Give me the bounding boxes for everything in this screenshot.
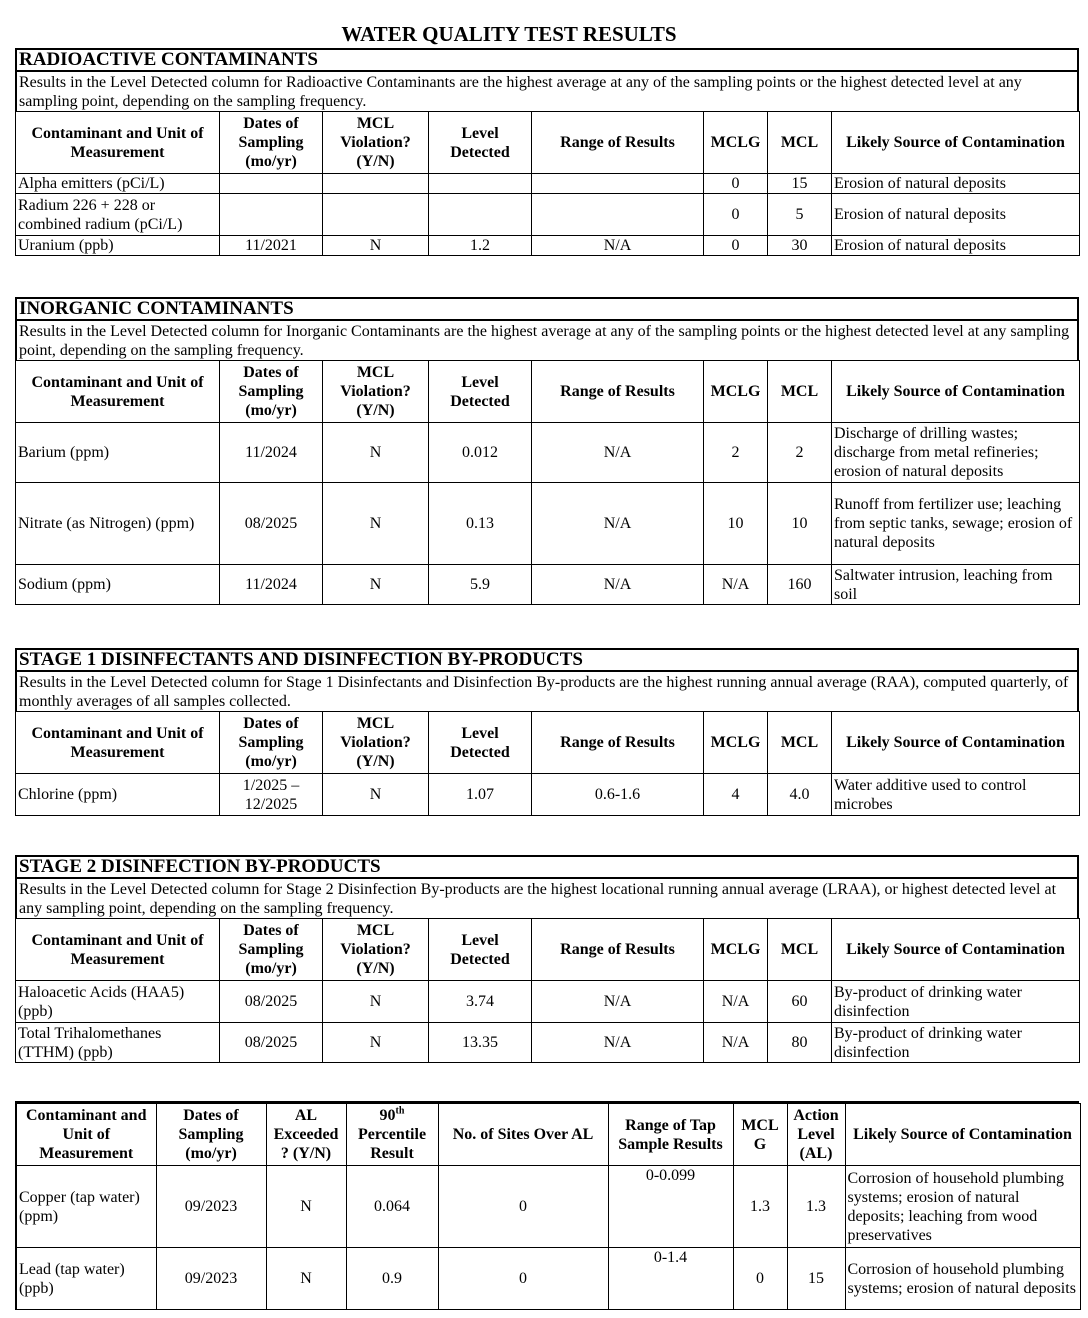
header-violation: MCL Violation? (Y/N) <box>323 361 429 423</box>
dates-cell <box>220 174 323 194</box>
al-cell: 15 <box>787 1248 845 1310</box>
header-mclg: MCLG <box>704 361 768 423</box>
header-dates: Dates of Sampling (mo/yr) <box>220 361 323 423</box>
header-contaminant: Contaminant and Unit of Measurement <box>16 361 220 423</box>
mcl-cell: 60 <box>768 981 832 1023</box>
header-mcl: MCL <box>768 919 832 981</box>
range-cell: N/A <box>532 981 704 1023</box>
lc-header-source: Likely Source of Contamination <box>845 1104 1080 1166</box>
table-row <box>16 1248 1080 1310</box>
range-cell: 0.6-1.6 <box>532 774 704 816</box>
mcl-cell: 10 <box>768 483 832 565</box>
contaminant-cell: Uranium (ppb) <box>16 236 220 256</box>
header-mclg: MCLG <box>704 712 768 774</box>
stage2-table <box>15 918 1080 1063</box>
inorganic-table <box>15 360 1080 605</box>
section-description: Results in the Level Detected column for Radioactive Contaminants are the highest average at any of the sampling points or the highest detected level at any sampling point, depending on the sampling frequency. <box>15 70 1079 111</box>
source-cell: Runoff from fertilizer use; leaching from septic tanks, sewage; erosion of natural deposits <box>832 483 1080 565</box>
dates-cell: 09/2023 <box>156 1166 266 1248</box>
dates-cell <box>220 194 323 236</box>
page-title: WATER QUALITY TEST RESULTS <box>341 22 677 46</box>
header-level: Level Detected <box>429 361 532 423</box>
stage1-section <box>15 648 1079 816</box>
contaminant-cell: Total Trihalomethanes (TTHM) (ppb) <box>16 1023 220 1063</box>
header-contaminant: Contaminant and Unit of Measurement <box>16 712 220 774</box>
mclg-cell: 2 <box>704 423 768 483</box>
mcl-cell: 2 <box>768 423 832 483</box>
range-cell: 0-1.4 <box>608 1248 733 1310</box>
lc-header-range: Range of Tap Sample Results <box>608 1104 733 1166</box>
percentile-label: Percentile Result <box>357 1126 427 1162</box>
source-cell: Discharge of drilling wastes; discharge from metal refineries; erosion of natural deposits <box>832 423 1080 483</box>
header-range: Range of Results <box>532 919 704 981</box>
lead-copper-section <box>15 1101 1079 1310</box>
range-cell: N/A <box>532 1023 704 1063</box>
level-cell: 1.2 <box>429 236 532 256</box>
header-source: Likely Source of Contamination <box>832 712 1080 774</box>
section-heading: INORGANIC CONTAMINANTS <box>15 297 1079 319</box>
lc-header-mclg: MCL G <box>733 1104 787 1166</box>
dates-cell: 08/2025 <box>220 483 323 565</box>
range-cell: N/A <box>532 423 704 483</box>
violation-cell: N <box>323 1023 429 1063</box>
radioactive-table <box>15 111 1080 256</box>
mclg-cell: N/A <box>704 1023 768 1063</box>
contaminant-cell: Alpha emitters (pCi/L) <box>16 174 220 194</box>
mcl-cell: 30 <box>768 236 832 256</box>
header-range: Range of Results <box>532 361 704 423</box>
table-row <box>16 774 1080 816</box>
mclg-cell: 4 <box>704 774 768 816</box>
range-cell: N/A <box>532 236 704 256</box>
level-cell: 13.35 <box>429 1023 532 1063</box>
header-contaminant: Contaminant and Unit of Measurement <box>16 112 220 174</box>
header-mcl: MCL <box>768 112 832 174</box>
lc-header-al-exceeded: AL Exceeded ? (Y/N) <box>266 1104 346 1166</box>
dates-cell: 11/2024 <box>220 565 323 605</box>
contaminant-cell: Sodium (ppm) <box>16 565 220 605</box>
range-cell: N/A <box>532 565 704 605</box>
radioactive-section <box>15 48 1079 256</box>
mclg-cell: 0 <box>704 236 768 256</box>
source-cell: Corrosion of household plumbing systems; erosion of natural deposits; leaching from wood preservatives <box>845 1166 1080 1248</box>
contaminant-cell: Barium (ppm) <box>16 423 220 483</box>
sites-cell: 0 <box>438 1166 608 1248</box>
dates-cell: 08/2025 <box>220 981 323 1023</box>
source-cell: Erosion of natural deposits <box>832 236 1080 256</box>
contaminant-cell: Copper (tap water) (ppm) <box>16 1166 156 1248</box>
contaminant-cell: Radium 226 + 228 or combined radium (pCi/L) <box>16 194 220 236</box>
mcl-cell: 15 <box>768 174 832 194</box>
lc-header-contaminant: Contaminant and Unit of Measurement <box>16 1104 156 1166</box>
header-range: Range of Results <box>532 712 704 774</box>
header-mclg: MCLG <box>704 919 768 981</box>
level-cell: 0.012 <box>429 423 532 483</box>
table-row <box>16 236 1080 256</box>
table-row <box>16 194 1080 236</box>
contaminant-cell: Lead (tap water) (ppb) <box>16 1248 156 1310</box>
contaminant-cell: Haloacetic Acids (HAA5) (ppb) <box>16 981 220 1023</box>
contaminant-cell: Chlorine (ppm) <box>16 774 220 816</box>
violation-cell: N <box>323 565 429 605</box>
stage1-table <box>15 711 1080 816</box>
source-cell: Erosion of natural deposits <box>832 194 1080 236</box>
lc-header-percentile <box>346 1104 438 1166</box>
section-heading: STAGE 2 DISINFECTION BY-PRODUCTS <box>15 855 1079 877</box>
header-mcl: MCL <box>768 361 832 423</box>
level-cell: 0.13 <box>429 483 532 565</box>
dates-cell: 09/2023 <box>156 1248 266 1310</box>
violation-cell: N <box>323 483 429 565</box>
table-row <box>16 423 1080 483</box>
dates-cell: 11/2021 <box>220 236 323 256</box>
header-source: Likely Source of Contamination <box>832 112 1080 174</box>
table-row <box>16 1023 1080 1063</box>
section-heading: STAGE 1 DISINFECTANTS AND DISINFECTION BY-PRODUCTS <box>15 648 1079 670</box>
section-heading: RADIOACTIVE CONTAMINANTS <box>15 48 1079 70</box>
header-dates: Dates of Sampling (mo/yr) <box>220 712 323 774</box>
table-row <box>16 565 1080 605</box>
percentile-suffix: th <box>395 1105 405 1117</box>
mclg-cell: 0 <box>704 194 768 236</box>
mclg-cell: 0 <box>704 174 768 194</box>
source-cell: By-product of drinking water disinfection <box>832 981 1080 1023</box>
header-level: Level Detected <box>429 112 532 174</box>
header-mcl: MCL <box>768 712 832 774</box>
header-violation: MCL Violation? (Y/N) <box>323 919 429 981</box>
level-cell: 3.74 <box>429 981 532 1023</box>
percentile-cell: 0.064 <box>346 1166 438 1248</box>
header-dates: Dates of Sampling (mo/yr) <box>220 919 323 981</box>
violation-cell: N <box>323 981 429 1023</box>
dates-cell: 11/2024 <box>220 423 323 483</box>
header-dates: Dates of Sampling (mo/yr) <box>220 112 323 174</box>
source-cell: Water additive used to control microbes <box>832 774 1080 816</box>
violation-cell <box>323 174 429 194</box>
section-description: Results in the Level Detected column for Stage 1 Disinfectants and Disinfection By-products are the highest running annual average (RAA), computed quarterly, of monthly averages of all samples collected. <box>15 670 1079 711</box>
exceeded-cell: N <box>266 1248 346 1310</box>
range-cell <box>532 194 704 236</box>
violation-cell: N <box>323 423 429 483</box>
section-description: Results in the Level Detected column for Inorganic Contaminants are the highest average at any of the sampling points or the highest detected level at any sampling point, depending on the sampling frequency. <box>15 319 1079 360</box>
header-violation: MCL Violation? (Y/N) <box>323 112 429 174</box>
dates-cell: 08/2025 <box>220 1023 323 1063</box>
header-level: Level Detected <box>429 712 532 774</box>
level-cell: 5.9 <box>429 565 532 605</box>
source-cell: Saltwater intrusion, leaching from soil <box>832 565 1080 605</box>
range-cell <box>532 174 704 194</box>
inorganic-section <box>15 297 1079 605</box>
source-cell: Corrosion of household plumbing systems; erosion of natural deposits <box>845 1248 1080 1310</box>
header-mclg: MCLG <box>704 112 768 174</box>
sites-cell: 0 <box>438 1248 608 1310</box>
mcl-cell: 80 <box>768 1023 832 1063</box>
mcl-cell: 4.0 <box>768 774 832 816</box>
violation-cell: N <box>323 774 429 816</box>
level-cell <box>429 194 532 236</box>
table-row <box>16 174 1080 194</box>
mclg-cell: N/A <box>704 981 768 1023</box>
table-row <box>16 483 1080 565</box>
header-source: Likely Source of Contamination <box>832 919 1080 981</box>
level-cell <box>429 174 532 194</box>
table-row <box>16 1166 1080 1248</box>
lc-header-sites: No. of Sites Over AL <box>438 1104 608 1166</box>
header-level: Level Detected <box>429 919 532 981</box>
lead-copper-table <box>15 1103 1081 1310</box>
range-cell: 0-0.099 <box>608 1166 733 1248</box>
section-description: Results in the Level Detected column for Stage 2 Disinfection By-products are the highest locational running annual average (LRAA), or highest detected level at any sampling point, depending on the sampling frequency. <box>15 877 1079 918</box>
source-cell: Erosion of natural deposits <box>832 174 1080 194</box>
al-cell: 1.3 <box>787 1166 845 1248</box>
percentile-cell: 0.9 <box>346 1248 438 1310</box>
lc-header-dates: Dates of Sampling (mo/yr) <box>156 1104 266 1166</box>
header-range: Range of Results <box>532 112 704 174</box>
exceeded-cell: N <box>266 1166 346 1248</box>
violation-cell <box>323 194 429 236</box>
dates-cell: 1/2025 – 12/2025 <box>220 774 323 816</box>
contaminant-cell: Nitrate (as Nitrogen) (ppm) <box>16 483 220 565</box>
mcl-cell: 160 <box>768 565 832 605</box>
table-row <box>16 981 1080 1023</box>
range-cell: N/A <box>532 483 704 565</box>
mclg-cell: 1.3 <box>733 1166 787 1248</box>
mclg-cell: 0 <box>733 1248 787 1310</box>
violation-cell: N <box>323 236 429 256</box>
percentile-number: 90 <box>379 1107 396 1124</box>
level-cell: 1.07 <box>429 774 532 816</box>
mclg-cell: N/A <box>704 565 768 605</box>
mclg-cell: 10 <box>704 483 768 565</box>
header-contaminant: Contaminant and Unit of Measurement <box>16 919 220 981</box>
header-source: Likely Source of Contamination <box>832 361 1080 423</box>
source-cell: By-product of drinking water disinfection <box>832 1023 1080 1063</box>
lc-header-al: Action Level (AL) <box>787 1104 845 1166</box>
header-violation: MCL Violation? (Y/N) <box>323 712 429 774</box>
stage2-section <box>15 855 1079 1063</box>
mcl-cell: 5 <box>768 194 832 236</box>
